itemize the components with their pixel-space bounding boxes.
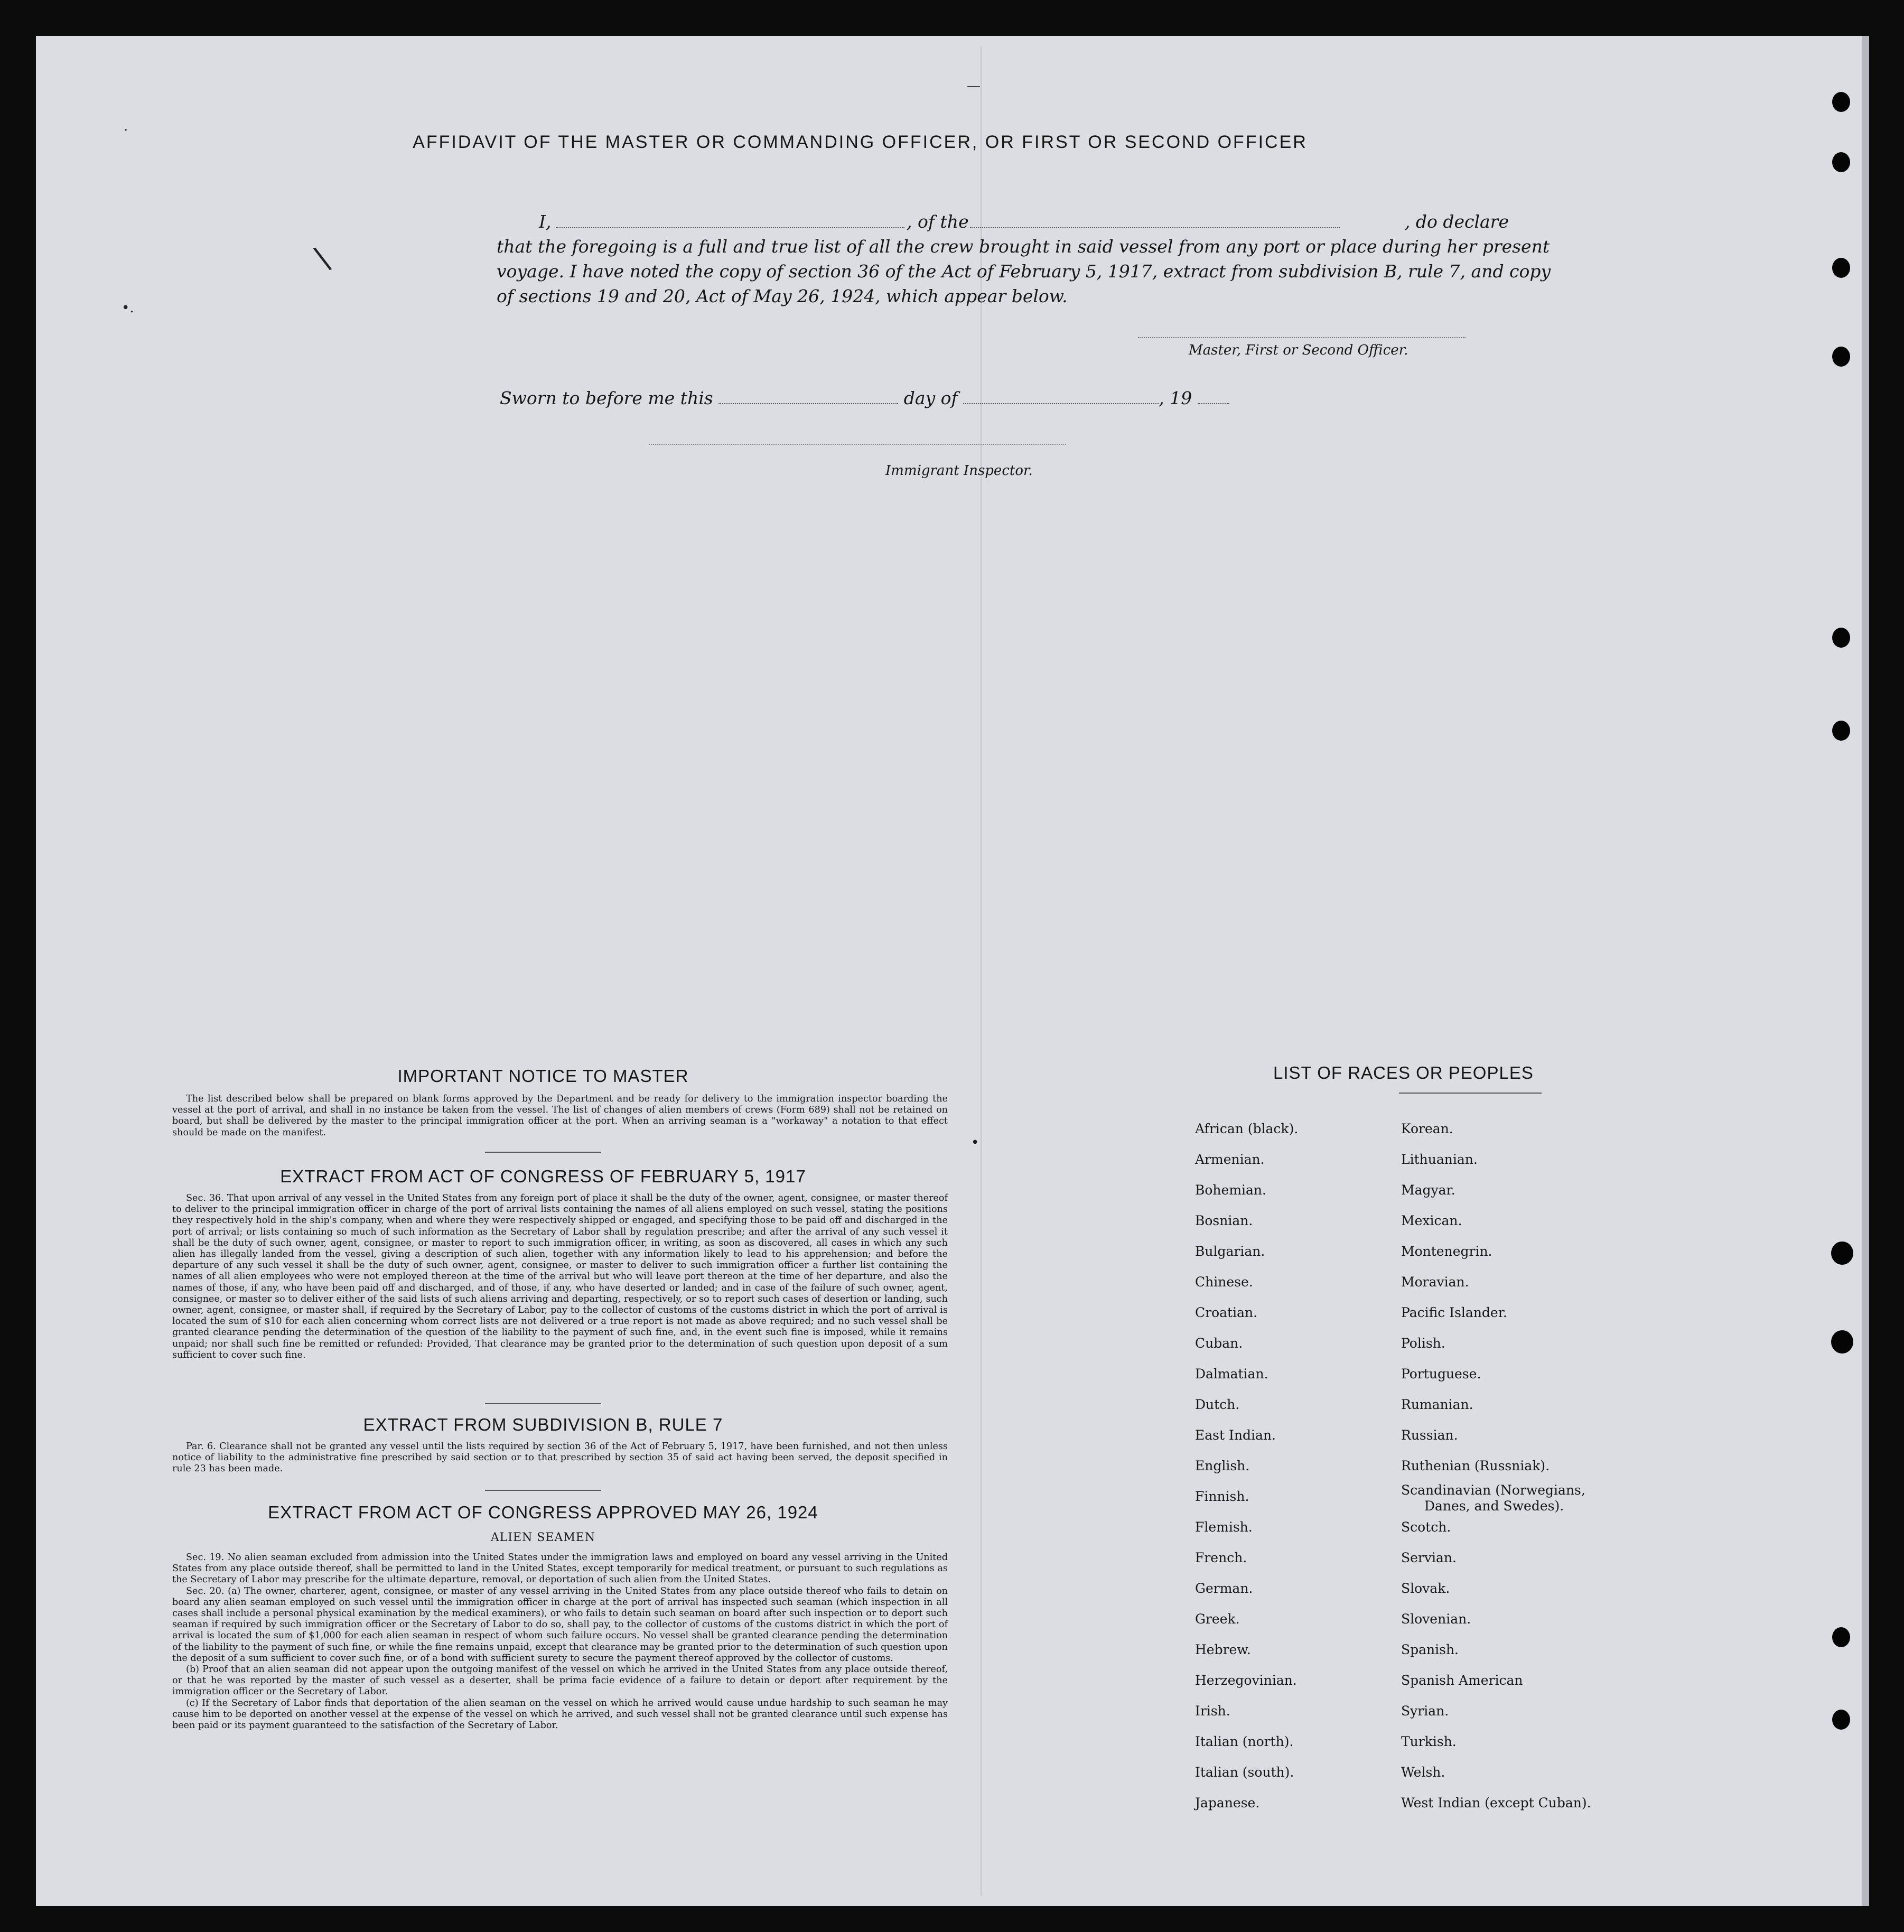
- vessel-field[interactable]: [970, 213, 1340, 228]
- race-item: Italian (north).: [1195, 1734, 1294, 1749]
- race-item: Pacific Islander.: [1401, 1305, 1507, 1320]
- race-item: Dalmatian.: [1195, 1366, 1268, 1382]
- extract-1924-body: [172, 1552, 948, 1731]
- extract-1917-body: [172, 1193, 948, 1361]
- punch-hole: [1832, 628, 1850, 648]
- sworn-year-field[interactable]: [1198, 389, 1229, 404]
- race-item: Servian.: [1401, 1550, 1457, 1565]
- punch-hole: [1831, 1242, 1853, 1265]
- sec-19-paragraph: Sec. 19. No alien seaman excluded from admission into the United States under the immigration laws and employed on board any vessel arriving in the United States from any place outside thereof, shall be permitted to land in the United States, except temporarily for medical treatment, or pursuant to such regulations as the Secretary of Labor may prescribe for the ultimate departure, removal, or deportation of such alien from the United States.: [172, 1552, 948, 1585]
- manifest-sheet: [36, 36, 1869, 1906]
- race-item: Portuguese.: [1401, 1366, 1481, 1382]
- race-item: Welsh.: [1401, 1765, 1445, 1780]
- race-item: Danes, and Swedes).: [1424, 1498, 1564, 1514]
- race-item: English.: [1195, 1458, 1250, 1473]
- race-item: French.: [1195, 1550, 1247, 1565]
- par-6-paragraph: Par. 6. Clearance shall not be granted any vessel until the lists required by section 36 of the Act of February 5, 1917, have been furnished, and not then unless notice of liability to the administrative fine prescribed by said section or to that prescribed by section 35 of said act having been served, the deposit specified in rule 23 has been made.: [172, 1441, 948, 1474]
- race-item: German.: [1195, 1581, 1253, 1596]
- sec-20b-paragraph: (b) Proof that an alien seaman did not appear upon the outgoing manifest of the vessel on which he arrived in the United States from any place outside thereof, or that he was reported by the master of such vessel as a deserter, shall be prima facie evidence of a failure to detain or deport after requirement by the immigration officer or the Secretary of Labor.: [172, 1664, 948, 1697]
- race-item: Greek.: [1195, 1611, 1240, 1627]
- race-item: Chinese.: [1195, 1274, 1253, 1290]
- name-field[interactable]: [556, 213, 904, 228]
- stray-mark: \: [311, 239, 334, 278]
- affidavit-line-3: voyage. I have noted the copy of section 36 of the Act of February 5, 1917, extract from subdivision B, rule 7, and copy: [497, 261, 1551, 282]
- punch-hole: [1832, 152, 1850, 172]
- extract-1917-title: EXTRACT FROM ACT OF CONGRESS OF FEBRUARY 5, 1917: [280, 1166, 806, 1186]
- race-item: Flemish.: [1195, 1519, 1253, 1535]
- extract-1924-subtitle: ALIEN SEAMEN: [490, 1531, 596, 1544]
- race-item: Polish.: [1401, 1336, 1445, 1351]
- race-item: Finnish.: [1195, 1489, 1249, 1504]
- page-edge: [1862, 36, 1869, 1906]
- extract-1924-title: EXTRACT FROM ACT OF CONGRESS APPROVED MAY 26, 1924: [268, 1502, 818, 1522]
- race-item: Armenian.: [1195, 1152, 1265, 1167]
- extract-rule7-title: EXTRACT FROM SUBDIVISION B, RULE 7: [363, 1415, 723, 1434]
- race-item: Bosnian.: [1195, 1213, 1253, 1228]
- race-item: Bulgarian.: [1195, 1244, 1265, 1259]
- sworn-year-label: , 19: [1159, 388, 1192, 408]
- affidavit-line-2: that the foregoing is a full and true list of all the crew brought in said vessel from any port or place during her present: [497, 236, 1550, 257]
- race-item: Moravian.: [1401, 1274, 1469, 1290]
- punch-hole: [1832, 1710, 1850, 1730]
- race-item: Montenegrin.: [1401, 1244, 1492, 1259]
- sec-20c-paragraph: (c) If the Secretary of Labor finds that deportation of the alien seaman on the vessel on which he arrived would cause undue hardship to such seaman he may cause him to be deported on another vessel at the expense of the vessel on which he arrived, and such vessel shall not be granted clearance until such expense has been paid or its payment guaranteed to the satisfaction of the Secretary of Labor.: [172, 1697, 948, 1731]
- race-item: East Indian.: [1195, 1427, 1276, 1443]
- inspector-signature-field[interactable]: [649, 444, 1066, 445]
- race-item: Rumanian.: [1401, 1397, 1473, 1412]
- race-item: Croatian.: [1195, 1305, 1258, 1320]
- inspector-label: Immigrant Inspector.: [885, 463, 1033, 479]
- race-item: Slovak.: [1401, 1581, 1450, 1596]
- stray-mark: —: [967, 78, 981, 94]
- stray-mark: ·: [124, 123, 128, 138]
- divider: [1399, 1093, 1542, 1094]
- punch-hole: [1832, 92, 1850, 112]
- race-item: Japanese.: [1195, 1795, 1260, 1810]
- race-item: Spanish American: [1401, 1673, 1523, 1688]
- race-item: Lithuanian.: [1401, 1152, 1478, 1167]
- affidavit-text: [497, 209, 1551, 309]
- signature-label: Master, First or Second Officer.: [1189, 342, 1408, 358]
- race-item: Cuban.: [1195, 1336, 1243, 1351]
- divider: [485, 1490, 601, 1491]
- race-item: Russian.: [1401, 1427, 1458, 1443]
- signature-field[interactable]: [1138, 337, 1466, 338]
- divider: [485, 1152, 601, 1153]
- races-title: LIST OF RACES OR PEOPLES: [1273, 1063, 1534, 1082]
- notice-title: IMPORTANT NOTICE TO MASTER: [397, 1066, 689, 1086]
- affidavit-line-1: [497, 209, 1509, 234]
- sworn-month-field[interactable]: [963, 389, 1159, 404]
- sworn-text: Sworn to before me this: [500, 388, 713, 408]
- sec-20a-paragraph: Sec. 20. (a) The owner, charterer, agent, consignee, or master of any vessel arriving in the United States from any place outside thereof who fails to detain on board any alien seaman employed on such vessel until the immigration officer in charge at the port of arrival has inspected such seaman (which inspection in all cases shall include a personal physical examination by the medical examiners), or who fails to detain such seaman on board after such inspection or to deport such seaman if required by such immigration officer or the Secretary of Labor to do so, shall pay, to the collector of customs of the customs district in which the port of arrival is located the sum of $1,000 for each alien seaman in respect of whom such failure occurs. No vessel shall be granted clearance pending the determination of the liability to the payment of such fine, or while the fine remains unpaid, except that clearance may be granted prior to the determination of such question upon the deposit of a sum sufficient to cover such fine, or of a bond with sufficient surety to secure the payment thereof approved by the collector of customs.: [172, 1585, 948, 1664]
- race-item: Magyar.: [1401, 1182, 1455, 1198]
- race-item: Herzegovinian.: [1195, 1673, 1297, 1688]
- affidavit-i: I,: [539, 211, 552, 232]
- stray-mark: •.: [122, 300, 134, 316]
- race-item: Bohemian.: [1195, 1182, 1266, 1198]
- race-item: Scotch.: [1401, 1519, 1451, 1535]
- divider: [485, 1403, 601, 1404]
- punch-hole: [1831, 1330, 1853, 1354]
- sworn-day-field[interactable]: [718, 389, 898, 404]
- race-item: Turkish.: [1401, 1734, 1457, 1749]
- race-item: Dutch.: [1195, 1397, 1240, 1412]
- race-item: Italian (south).: [1195, 1765, 1294, 1780]
- notice-paragraph: The list described below shall be prepared on blank forms approved by the Department and be ready for delivery to the immigration inspector boarding the vessel at the port of arrival, and shall in no instance be taken from the vessel. The list of changes of alien members of crews (Form 689) shall not be retained on board, but shall be delivered by the master to the principal immigration officer at the port. When an arriving seaman is a "workaway" a notation to that effect should be made on the manifest.: [172, 1094, 948, 1138]
- affidavit-of-the: , of the: [907, 211, 969, 232]
- extract-rule7-body: [172, 1441, 948, 1475]
- affidavit-declare: , do declare: [1404, 211, 1509, 232]
- sworn-line: [500, 388, 1229, 408]
- punch-hole: [1832, 258, 1850, 278]
- race-item: Korean.: [1401, 1121, 1453, 1136]
- race-item: Irish.: [1195, 1703, 1230, 1719]
- race-item: Mexican.: [1401, 1213, 1462, 1228]
- punch-hole: [1832, 1627, 1850, 1647]
- punch-hole: [1832, 721, 1850, 741]
- race-item: West Indian (except Cuban).: [1401, 1795, 1591, 1810]
- sworn-day-label: day of: [903, 388, 958, 408]
- affidavit-line-4: of sections 19 and 20, Act of May 26, 1924, which appear below.: [497, 286, 1068, 306]
- race-item: Hebrew.: [1195, 1642, 1251, 1657]
- notice-body: [172, 1094, 948, 1138]
- sec-36-paragraph: Sec. 36. That upon arrival of any vessel in the United States from any foreign port of place it shall be the duty of the owner, agent, consignee, or master thereof to deliver to the principal immigration officer in charge of the port of arrival lists containing the names of all aliens employed on such vessel, stating the positions they respectively hold in the ship's company, when and where they were respectively shipped or engaged, and specifying those to be paid off and discharged in the port of arrival; or lists containing so much of such information as the Secretary of Labor shall by regulation prescribe; and after the arrival of any such vessel it shall be the duty of such owner, agent, consignee, or master to report to such immigration officer, in writing, as soon as discovered, all cases in which any such alien has illegally landed from the vessel, giving a description of such alien, together with any information likely to lead to his apprehension; and before the departure of any such vessel it shall be the duty of such owner, agent, consignee, or master to deliver to such immigration officer a further list containing the names of all alien employees who were not employed thereon at the time of the arrival but who will leave port thereon at the time of her departure, and also the names of those, if any, who have been paid off and discharged, and of those, if any, who have deserted or landed; and in case of the failure of such owner, agent, consignee, or master so to deliver either of the said lists of such aliens arriving and departing, respectively, or so to report such cases of desertion or landing, such owner, agent, consignee, or master shall, if required by the Secretary of Labor, pay to the collector of customs of the customs district in which the port of arrival is located the sum of $10 for each alien concerning whom correct lists are not delivered or a true report is not made as above required; and no such vessel shall be granted clearance pending the determination of the question of the liability to the payment of such fine, and, in the event such fine is imposed, while it remains unpaid; nor shall such fine be remitted or refunded: Provided, That clearance may be granted prior to the determination of such question upon deposit of a sum sufficient to cover such fine.: [172, 1193, 948, 1360]
- race-item: African (black).: [1195, 1121, 1299, 1136]
- fold-crease: [981, 46, 982, 1896]
- race-item: Scandinavian (Norwegians,: [1401, 1482, 1585, 1498]
- stray-mark: •: [971, 1135, 979, 1151]
- affidavit-title: AFFIDAVIT OF THE MASTER OR COMMANDING OFFICER, OR FIRST OR SECOND OFFICER: [413, 132, 1308, 152]
- race-item: Slovenian.: [1401, 1611, 1471, 1627]
- race-item: Syrian.: [1401, 1703, 1449, 1719]
- race-item: Spanish.: [1401, 1642, 1459, 1657]
- punch-hole: [1832, 347, 1850, 367]
- race-item: Ruthenian (Russniak).: [1401, 1458, 1550, 1473]
